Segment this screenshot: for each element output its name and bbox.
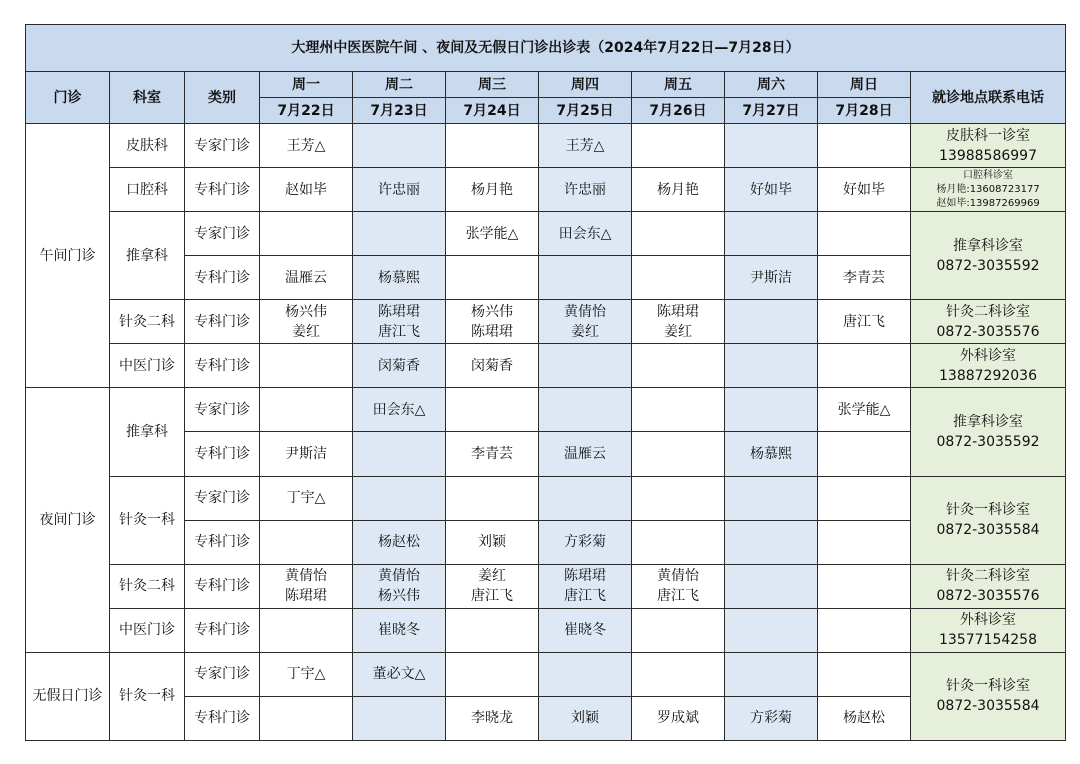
- doctor-cell: [632, 608, 725, 652]
- table-row: [26, 388, 1066, 432]
- doctor-cell: [818, 520, 911, 564]
- contact-cell: [911, 476, 1066, 564]
- doctor-cell: [446, 608, 539, 652]
- category-label: 专科门诊: [185, 168, 260, 212]
- header-weekday: 周五: [632, 72, 725, 98]
- header-weekday: 周一: [260, 72, 353, 98]
- header-weekday: 周四: [539, 72, 632, 98]
- contact-cell: [911, 652, 1066, 740]
- section-label: 无假日门诊: [26, 652, 110, 740]
- category-label: 专家门诊: [185, 388, 260, 432]
- doctor-cell: [818, 344, 911, 388]
- doctor-cell: 张学能△: [818, 388, 911, 432]
- doctor-cell: [260, 300, 353, 344]
- doctor-cell: [539, 300, 632, 344]
- doctor-cell: [818, 608, 911, 652]
- table-row: [26, 212, 1066, 256]
- contact-cell: [911, 124, 1066, 168]
- contact-line: 13988586997: [939, 147, 1037, 164]
- doctor-cell: [446, 476, 539, 520]
- header-department: 科室: [110, 72, 185, 124]
- contact-line: 外科诊室: [960, 612, 1017, 629]
- contact-line: 外科诊室: [960, 347, 1017, 364]
- department-label: 中医门诊: [110, 344, 185, 388]
- doctor-cell: 许忠丽: [539, 168, 632, 212]
- doctor-cell: 杨月艳: [446, 168, 539, 212]
- doctor-cell: 杨赵松: [353, 520, 446, 564]
- contact-line: 0872-3035592: [936, 433, 1040, 450]
- doctor-cell: 闵菊香: [353, 344, 446, 388]
- doctor-cell: 崔晓冬: [353, 608, 446, 652]
- doctor-cell: [725, 564, 818, 608]
- header-weekday: 周三: [446, 72, 539, 98]
- doctor-cell: [818, 564, 911, 608]
- doctor-cell: [818, 124, 911, 168]
- doctor-name: 黄倩怡: [657, 568, 699, 585]
- doctor-cell: 杨慕熙: [353, 256, 446, 300]
- contact-cell: [911, 168, 1066, 212]
- doctor-cell: 温雁云: [260, 256, 353, 300]
- category-label: 专家门诊: [185, 652, 260, 696]
- category-label: 专科门诊: [185, 696, 260, 740]
- contact-line: 针灸一科诊室: [946, 502, 1031, 519]
- doctor-cell: [725, 124, 818, 168]
- doctor-cell: [446, 652, 539, 696]
- contact-cell: [911, 388, 1066, 476]
- doctor-cell: [539, 564, 632, 608]
- doctor-name: 姜红: [292, 323, 320, 340]
- contact-line: 杨月艳:13608723177: [936, 183, 1040, 195]
- doctor-cell: [353, 212, 446, 256]
- department-label: 针灸一科: [110, 476, 185, 564]
- department-label: 推拿科: [110, 212, 185, 300]
- doctor-cell: [818, 212, 911, 256]
- doctor-cell: 温雁云: [539, 432, 632, 476]
- doctor-name: 黄倩怡: [285, 568, 327, 585]
- doctor-cell: [725, 212, 818, 256]
- department-label: 中医门诊: [110, 608, 185, 652]
- doctor-cell: 闵菊香: [446, 344, 539, 388]
- doctor-cell: 刘颖: [446, 520, 539, 564]
- header-date: 7月25日: [539, 98, 632, 124]
- doctor-name: 陈珺珺: [564, 568, 606, 585]
- doctor-cell: [353, 696, 446, 740]
- doctor-name: 陈珺珺: [657, 303, 699, 320]
- doctor-name: 陈珺珺: [378, 303, 420, 320]
- table-row: [26, 168, 1066, 212]
- doctor-cell: 丁宇△: [260, 652, 353, 696]
- contact-cell: [911, 212, 1066, 300]
- department-label: 推拿科: [110, 388, 185, 476]
- contact-line: 0872-3035576: [936, 323, 1040, 340]
- doctor-cell: [632, 300, 725, 344]
- doctor-cell: [632, 124, 725, 168]
- header-date: 7月24日: [446, 98, 539, 124]
- table-row: [26, 564, 1066, 608]
- contact-line: 针灸二科诊室: [946, 568, 1031, 585]
- category-label: 专家门诊: [185, 212, 260, 256]
- doctor-cell: 方彩菊: [725, 696, 818, 740]
- doctor-cell: [632, 520, 725, 564]
- doctor-cell: 田会东△: [539, 212, 632, 256]
- doctor-name: 姜红: [571, 323, 599, 340]
- category-label: 专科门诊: [185, 520, 260, 564]
- doctor-name: 姜红: [664, 323, 692, 340]
- doctor-cell: [632, 344, 725, 388]
- doctor-cell: [353, 300, 446, 344]
- doctor-name: 黄倩怡: [378, 568, 420, 585]
- doctor-cell: 崔晓冬: [539, 608, 632, 652]
- doctor-name: 唐江飞: [843, 313, 885, 330]
- table-row: [26, 300, 1066, 344]
- doctor-cell: [539, 388, 632, 432]
- contact-line: 皮肤科一诊室: [946, 127, 1031, 144]
- doctor-cell: [539, 652, 632, 696]
- doctor-cell: [725, 520, 818, 564]
- table-row: [26, 124, 1066, 168]
- category-label: 专科门诊: [185, 256, 260, 300]
- header-clinic: 门诊: [26, 72, 110, 124]
- header-category: 类别: [185, 72, 260, 124]
- schedule-table: [25, 24, 1066, 741]
- doctor-cell: [446, 256, 539, 300]
- doctor-cell: 董必文△: [353, 652, 446, 696]
- header-contact: 就诊地点联系电话: [911, 72, 1066, 124]
- doctor-cell: [725, 300, 818, 344]
- category-label: 专科门诊: [185, 344, 260, 388]
- contact-line: 赵如毕:13987269969: [936, 197, 1040, 209]
- doctor-cell: [725, 388, 818, 432]
- doctor-name: 唐江飞: [564, 588, 606, 605]
- contact-cell: [911, 564, 1066, 608]
- doctor-cell: 李青芸: [818, 256, 911, 300]
- contact-line: 针灸一科诊室: [946, 678, 1031, 695]
- doctor-cell: [260, 608, 353, 652]
- contact-cell: [911, 344, 1066, 388]
- contact-line: 推拿科诊室: [953, 237, 1024, 254]
- doctor-cell: [353, 564, 446, 608]
- category-label: 专科门诊: [185, 300, 260, 344]
- category-label: 专家门诊: [185, 124, 260, 168]
- doctor-name: 陈珺珺: [285, 588, 327, 605]
- contact-line: 0872-3035576: [936, 588, 1040, 605]
- doctor-name: 杨兴伟: [471, 303, 513, 320]
- doctor-cell: [632, 652, 725, 696]
- doctor-cell: [632, 432, 725, 476]
- doctor-cell: [818, 300, 911, 344]
- header-date: 7月27日: [725, 98, 818, 124]
- doctor-cell: [632, 256, 725, 300]
- doctor-cell: [260, 564, 353, 608]
- contact-line: 0872-3035584: [936, 522, 1040, 539]
- doctor-name: 唐江飞: [471, 588, 513, 605]
- header-date: 7月22日: [260, 98, 353, 124]
- doctor-cell: [353, 476, 446, 520]
- doctor-cell: [725, 476, 818, 520]
- doctor-cell: [818, 432, 911, 476]
- doctor-cell: 王芳△: [539, 124, 632, 168]
- doctor-cell: [446, 388, 539, 432]
- contact-line: 口腔科诊室: [963, 169, 1014, 181]
- doctor-cell: 好如毕: [818, 168, 911, 212]
- header-date: 7月26日: [632, 98, 725, 124]
- doctor-cell: 杨赵松: [818, 696, 911, 740]
- category-label: 专科门诊: [185, 608, 260, 652]
- doctor-cell: [632, 564, 725, 608]
- doctor-name: 杨兴伟: [285, 303, 327, 320]
- table-row: [26, 652, 1066, 696]
- doctor-cell: 杨月艳: [632, 168, 725, 212]
- department-label: 口腔科: [110, 168, 185, 212]
- contact-line: 0872-3035584: [936, 698, 1040, 715]
- doctor-cell: [632, 388, 725, 432]
- header-weekday: 周六: [725, 72, 818, 98]
- table-row: [26, 344, 1066, 388]
- doctor-cell: 李青芸: [446, 432, 539, 476]
- department-label: 皮肤科: [110, 124, 185, 168]
- page-title: 大理州中医医院午间 、夜间及无假日门诊出诊表（2024年7月22日—7月28日）: [26, 25, 1066, 72]
- doctor-cell: 尹斯洁: [725, 256, 818, 300]
- section-label: 夜间门诊: [26, 388, 110, 652]
- header-date: 7月23日: [353, 98, 446, 124]
- contact-line: 13577154258: [939, 632, 1037, 649]
- doctor-cell: 田会东△: [353, 388, 446, 432]
- doctor-cell: 刘颖: [539, 696, 632, 740]
- doctor-cell: [539, 476, 632, 520]
- contact-line: 13887292036: [939, 367, 1037, 384]
- doctor-cell: [260, 520, 353, 564]
- contact-line: 0872-3035592: [936, 257, 1040, 274]
- department-label: 针灸二科: [110, 564, 185, 608]
- doctor-cell: [446, 124, 539, 168]
- contact-line: 推拿科诊室: [953, 413, 1024, 430]
- doctor-name: 黄倩怡: [564, 303, 606, 320]
- category-label: 专家门诊: [185, 476, 260, 520]
- header-weekday: 周二: [353, 72, 446, 98]
- doctor-cell: 许忠丽: [353, 168, 446, 212]
- table-row: [26, 476, 1066, 520]
- doctor-cell: 丁宇△: [260, 476, 353, 520]
- doctor-cell: [446, 564, 539, 608]
- doctor-cell: [632, 212, 725, 256]
- doctor-cell: 赵如毕: [260, 168, 353, 212]
- schedule-body: [26, 25, 1066, 741]
- doctor-cell: [353, 124, 446, 168]
- contact-cell: [911, 300, 1066, 344]
- doctor-cell: [260, 696, 353, 740]
- doctor-cell: 李晓龙: [446, 696, 539, 740]
- header-date: 7月28日: [818, 98, 911, 124]
- department-label: 针灸二科: [110, 300, 185, 344]
- doctor-name: 姜红: [478, 568, 506, 585]
- doctor-cell: [632, 476, 725, 520]
- doctor-cell: 张学能△: [446, 212, 539, 256]
- category-label: 专科门诊: [185, 432, 260, 476]
- doctor-name: 陈珺珺: [471, 323, 513, 340]
- table-row: [26, 608, 1066, 652]
- doctor-name: 杨兴伟: [378, 588, 420, 605]
- contact-cell: [911, 608, 1066, 652]
- doctor-cell: [539, 344, 632, 388]
- doctor-cell: [446, 300, 539, 344]
- doctor-name: 唐江飞: [378, 323, 420, 340]
- doctor-cell: [725, 652, 818, 696]
- contact-line: 针灸二科诊室: [946, 303, 1031, 320]
- doctor-cell: [260, 344, 353, 388]
- section-label: 午间门诊: [26, 124, 110, 388]
- doctor-name: 唐江飞: [657, 588, 699, 605]
- doctor-cell: 罗成斌: [632, 696, 725, 740]
- doctor-cell: 方彩菊: [539, 520, 632, 564]
- doctor-cell: [725, 608, 818, 652]
- doctor-cell: [818, 652, 911, 696]
- doctor-cell: [818, 476, 911, 520]
- doctor-cell: [260, 388, 353, 432]
- header-weekday: 周日: [818, 72, 911, 98]
- doctor-cell: [353, 432, 446, 476]
- category-label: 专科门诊: [185, 564, 260, 608]
- doctor-cell: [725, 344, 818, 388]
- doctor-cell: 好如毕: [725, 168, 818, 212]
- doctor-cell: 尹斯洁: [260, 432, 353, 476]
- doctor-cell: 杨慕熙: [725, 432, 818, 476]
- doctor-cell: 王芳△: [260, 124, 353, 168]
- doctor-cell: [539, 256, 632, 300]
- department-label: 针灸一科: [110, 652, 185, 740]
- doctor-cell: [260, 212, 353, 256]
